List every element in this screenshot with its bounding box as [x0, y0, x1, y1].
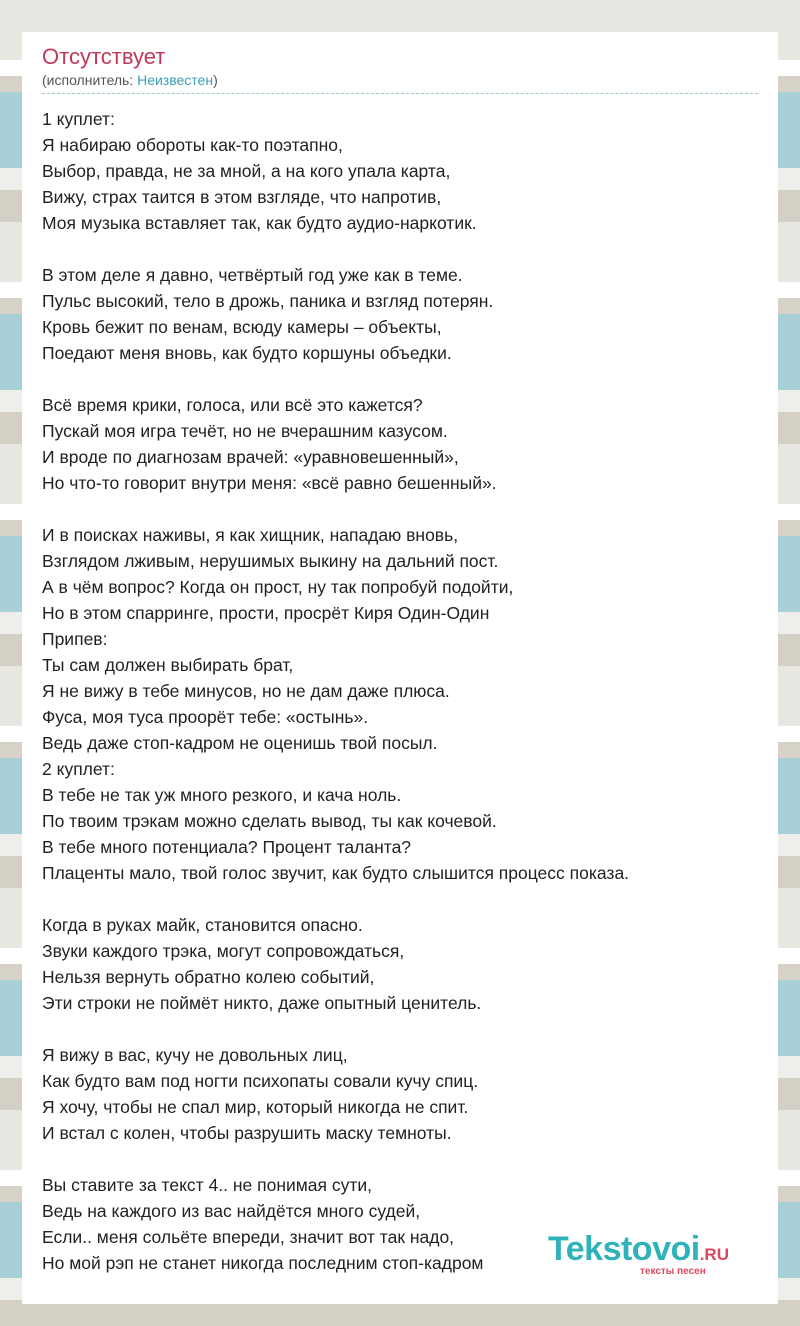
lyric-line: Вижу, страх таится в этом взгляде, что напротив, — [42, 187, 442, 207]
lyrics-text — [42, 106, 762, 1276]
lyric-line: Но в этом спарринге, прости, просрёт Киря Один-Один — [42, 603, 490, 623]
lyric-line — [42, 366, 762, 392]
lyric-line: Кровь бежит по венам, всюду камеры – объекты, — [42, 317, 442, 337]
lyric-line: Пускай моя игра течёт, но не вчерашним казусом. — [42, 421, 448, 441]
lyric-line: Ведь на каждого из вас найдётся много судей, — [42, 1201, 421, 1221]
lyric-line — [42, 236, 762, 262]
lyric-line: В этом деле я давно, четвёртый год уже как в теме. — [42, 265, 463, 285]
lyric-line: В тебе не так уж много резкого, и кача ноль. — [42, 785, 402, 805]
lyric-line: Если.. меня сольёте впереди, значит вот так надо, — [42, 1227, 455, 1247]
title-divider — [42, 93, 758, 94]
logo-name: Tekstovoi — [548, 1230, 700, 1268]
lyric-line: Взглядом лживым, нерушимых выкину на дальний пост. — [42, 551, 499, 571]
lyric-line: Я набираю обороты как-то поэтапно, — [42, 135, 343, 155]
logo-tld: .RU — [699, 1245, 729, 1264]
lyric-line: И встал с колен, чтобы разрушить маску темноты. — [42, 1123, 452, 1143]
lyric-line: Звуки каждого трэка, могут сопровождаться, — [42, 941, 405, 961]
lyric-line: Ты сам должен выбирать брат, — [42, 655, 294, 675]
lyrics-card — [22, 32, 778, 1304]
lyric-line: Выбор, правда, не за мной, а на кого упала карта, — [42, 161, 451, 181]
lyric-line: 1 куплет: — [42, 109, 115, 129]
lyric-line: Припев: — [42, 629, 108, 649]
lyric-line: Фуса, моя туса проорёт тебе: «остынь». — [42, 707, 369, 727]
artist-suffix: ) — [213, 72, 218, 88]
lyric-line: Я хочу, чтобы не спал мир, который никогда не спит. — [42, 1097, 469, 1117]
lyric-line: Всё время крики, голоса, или всё это кажется? — [42, 395, 423, 415]
lyric-line — [42, 1146, 762, 1172]
lyric-line: А в чём вопрос? Когда он прост, ну так попробуй подойти, — [42, 577, 514, 597]
artist-prefix: (исполнитель: — [42, 72, 138, 88]
lyric-line: Ведь даже стоп-кадром не оценишь твой посыл. — [42, 733, 438, 753]
lyric-line: Поедают меня вновь, как будто коршуны объедки. — [42, 343, 452, 363]
lyric-line: Моя музыка вставляет так, как будто аудио-наркотик. — [42, 213, 477, 233]
song-title: Отсутствует — [42, 44, 166, 69]
lyric-line: Но мой рэп не станет никогда последним стоп-кадром — [42, 1253, 484, 1273]
lyric-line: Как будто вам под ногти психопаты совали кучу спиц. — [42, 1071, 479, 1091]
lyric-line: И в поисках наживы, я как хищник, нападаю вновь, — [42, 525, 459, 545]
lyric-line: Плаценты мало, твой голос звучит, как будто слышится процесс показа. — [42, 863, 630, 883]
lyric-line: В тебе много потенциала? Процент таланта? — [42, 837, 412, 857]
lyric-line: И вроде по диагнозам врачей: «уравновешенный», — [42, 447, 459, 467]
lyric-line — [42, 496, 762, 522]
site-logo[interactable] — [548, 1230, 729, 1269]
lyric-line: Пульс высокий, тело в дрожь, паника и взгляд потерян. — [42, 291, 494, 311]
lyric-line: Я не вижу в тебе минусов, но не дам даже плюса. — [42, 681, 450, 701]
artist-line — [42, 72, 218, 88]
logo-tagline: тексты песен — [640, 1266, 706, 1277]
lyric-line — [42, 1016, 762, 1042]
lyric-line: Я вижу в вас, кучу не довольных лиц, — [42, 1045, 348, 1065]
lyric-line: Нельзя вернуть обратно колею событий, — [42, 967, 375, 987]
lyric-line: По твоим трэкам можно сделать вывод, ты как кочевой. — [42, 811, 497, 831]
lyric-line: Вы ставите за текст 4.. не понимая сути, — [42, 1175, 373, 1195]
artist-link[interactable]: Неизвестен — [137, 72, 214, 88]
lyric-line: Но что-то говорит внутри меня: «всё равно бешенный». — [42, 473, 497, 493]
lyric-line: Когда в руках майк, становится опасно. — [42, 915, 363, 935]
lyric-line — [42, 886, 762, 912]
lyric-line: 2 куплет: — [42, 759, 115, 779]
lyric-line: Эти строки не поймёт никто, даже опытный ценитель. — [42, 993, 482, 1013]
